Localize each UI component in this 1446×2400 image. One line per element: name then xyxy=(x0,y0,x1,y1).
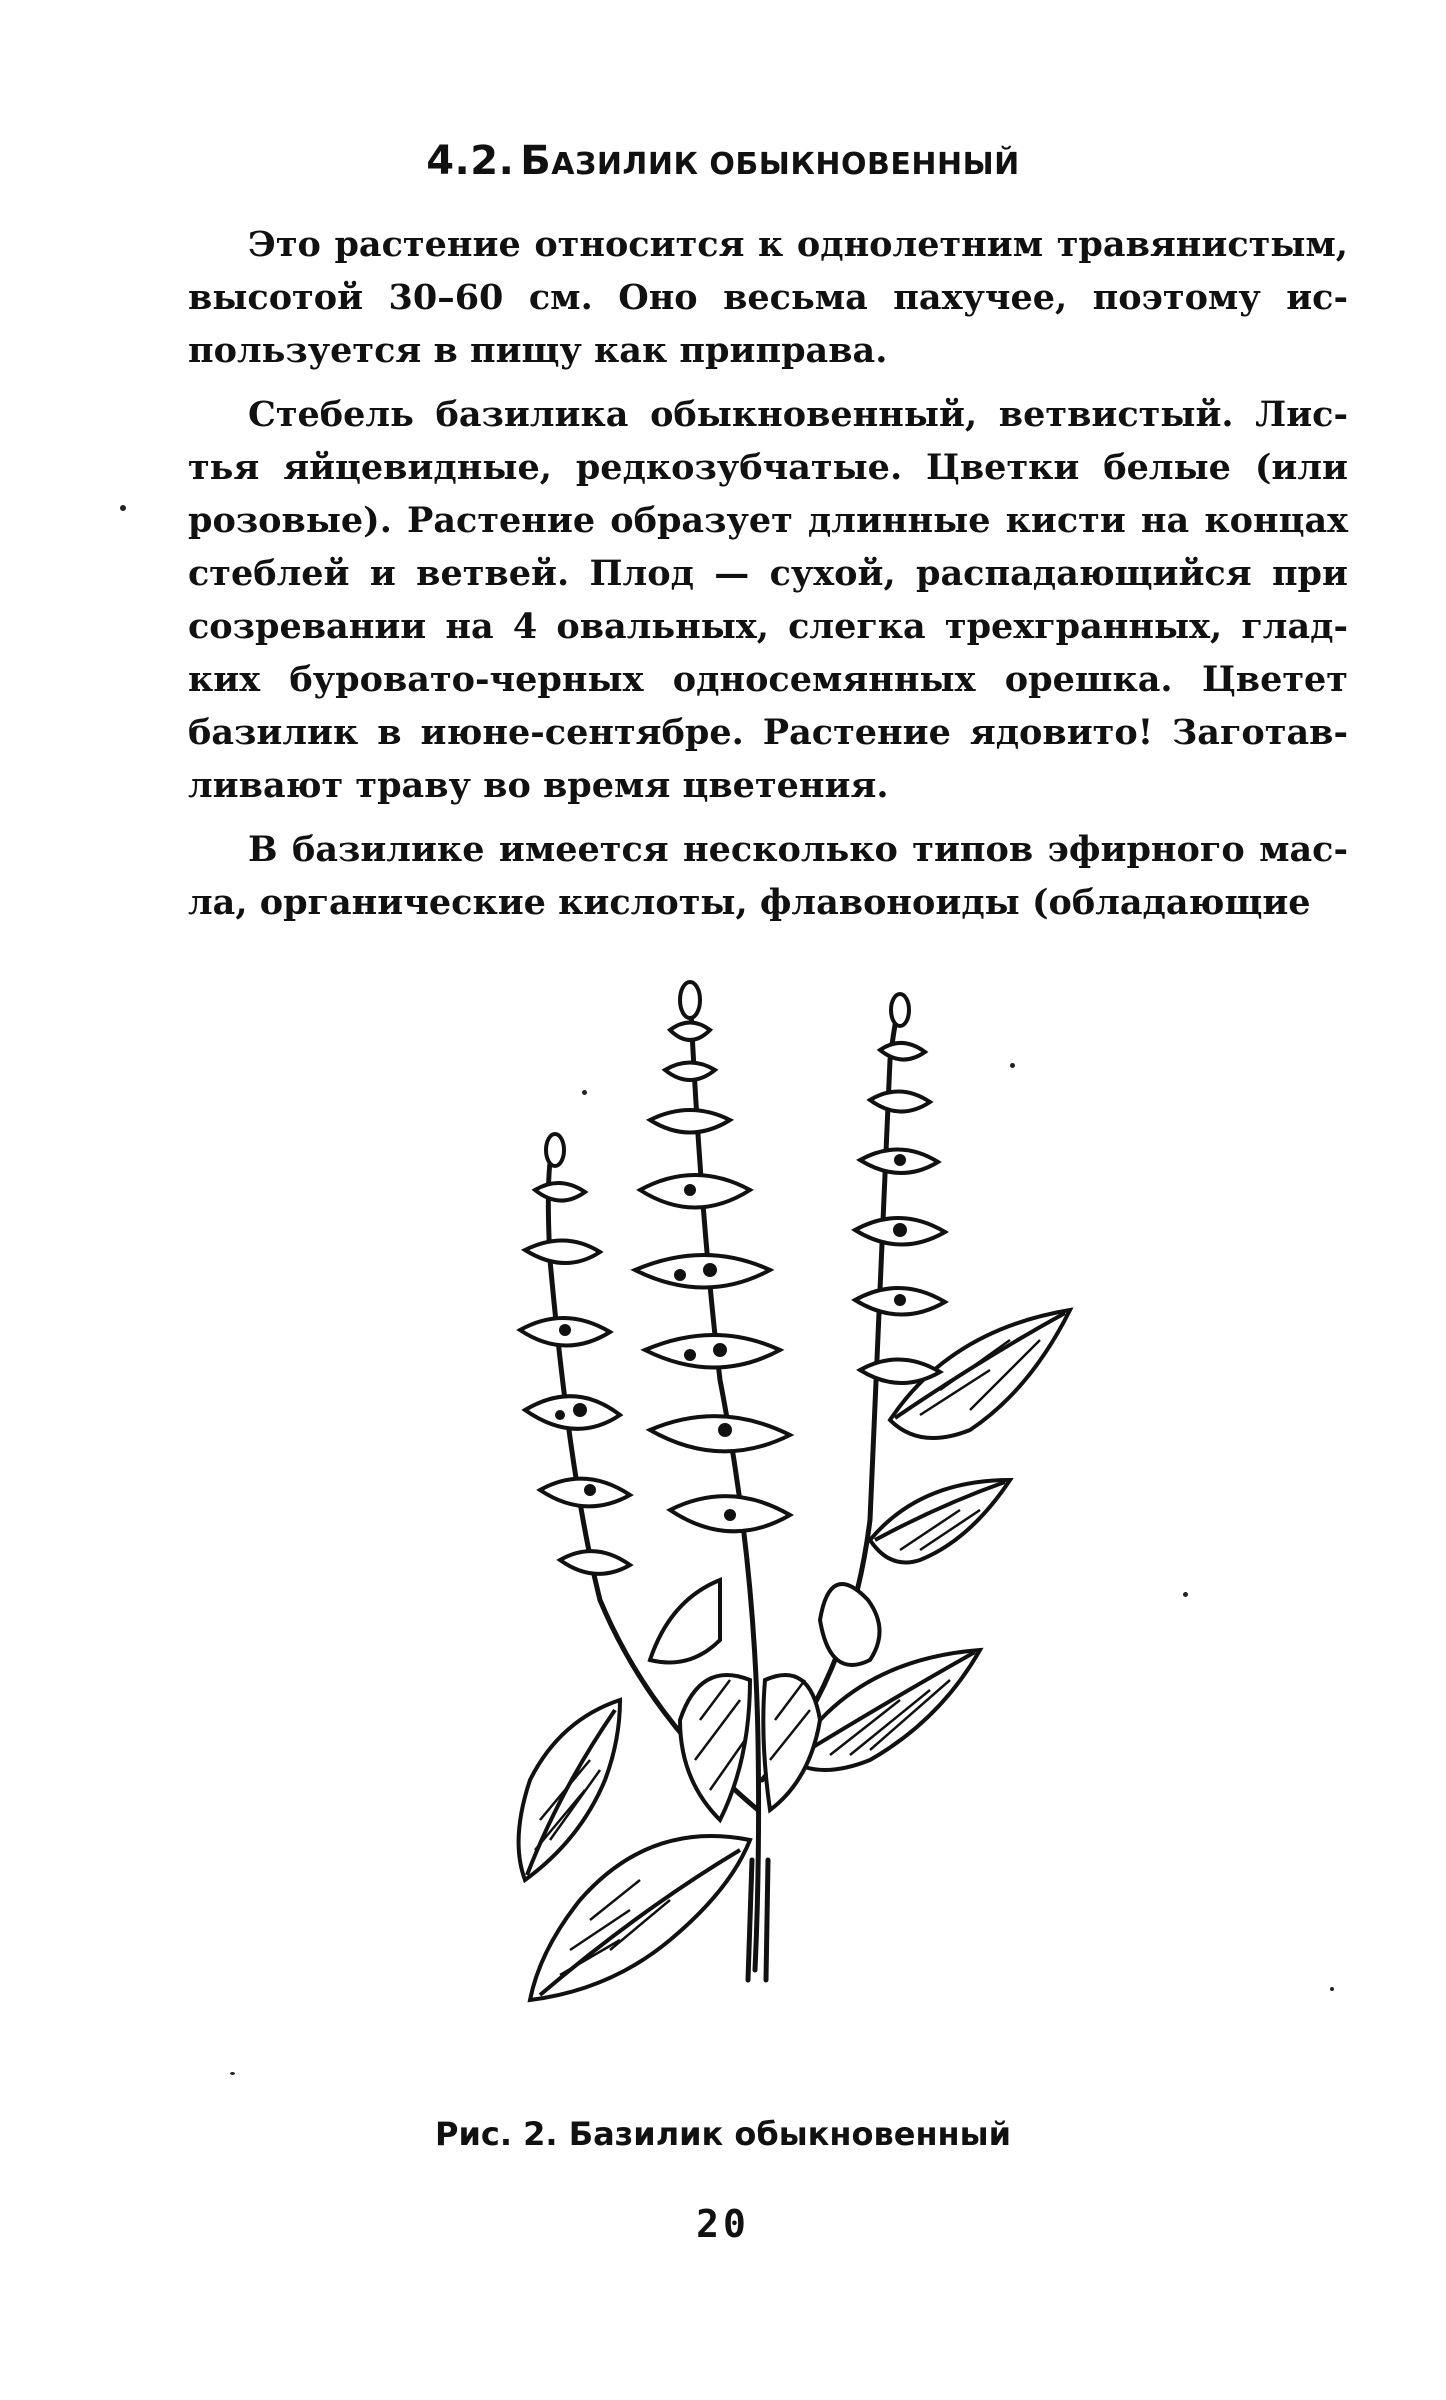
section-heading xyxy=(0,138,1446,184)
section-title-first-letter: Б xyxy=(520,138,552,184)
main-stem xyxy=(690,990,759,1970)
leaf xyxy=(820,1584,880,1665)
paragraph-2: Стебель базилика обыкновенный, ветвистый. Листья яйцевидные, редкозубчатые. Цветки белые (или розовые). Растение образует длинные кисти на концах стеблей и ветвей. Плод — сухой, распадающийся при созревании на 4 овальных, слегка трехгранных, гладких буровато-черных односемянных орешка. Цветет базилик в июне-сентябре. Растение ядовито! Заготавливают траву во время цветения. xyxy=(188,394,1348,806)
scan-speck xyxy=(582,1090,587,1095)
right-stem xyxy=(762,1000,900,1780)
paragraph-3: В базилике имеется несколько типов эфирного масла, органические кислоты, флавоноиды (обладающие xyxy=(188,829,1348,923)
scan-speck xyxy=(1010,1063,1015,1068)
scan-speck xyxy=(230,2072,235,2075)
scan-speck xyxy=(1330,1987,1334,1991)
leaf xyxy=(763,1675,820,1810)
section-title-rest: АЗИЛИК ОБЫКНОВЕННЫЙ xyxy=(551,147,1020,182)
figure-caption: Рис. 2. Базилик обыкновенный xyxy=(434,2115,1012,2153)
scan-speck xyxy=(1183,1592,1188,1597)
basil-plant-illustration xyxy=(470,960,1150,2020)
basil-plant-drawing xyxy=(470,960,1150,2020)
scan-speck xyxy=(120,505,126,511)
paragraph-1: Это растение относится к однолетним травянистым, высотой 30–60 см. Оно весьма пахучее, поэтому используется в пищу как приправа. xyxy=(188,224,1348,371)
body-text xyxy=(188,218,1348,940)
leaf xyxy=(870,1480,1010,1563)
leaf xyxy=(650,1580,720,1663)
page-number: 20 xyxy=(696,2202,750,2246)
section-number: 4.2. xyxy=(426,138,515,184)
